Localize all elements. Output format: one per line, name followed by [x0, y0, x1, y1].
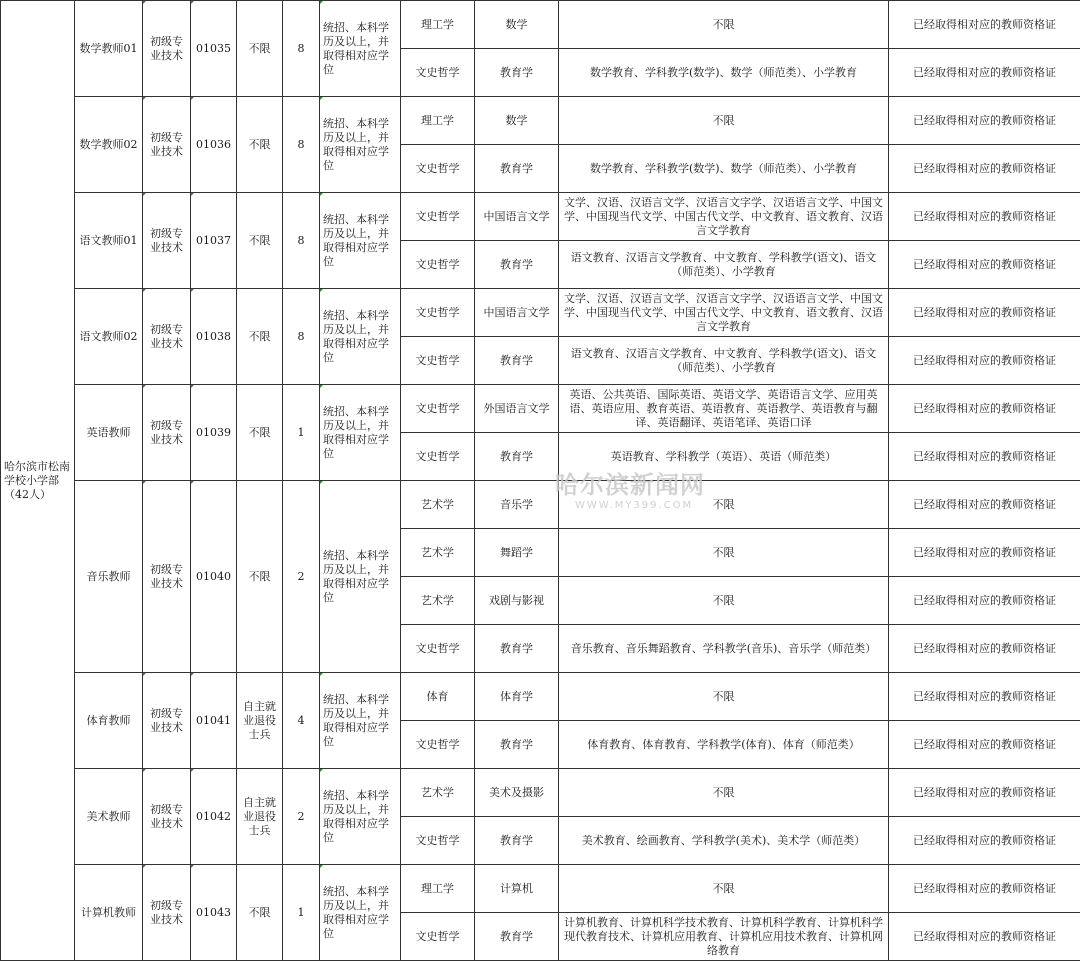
major-list-cell: 不限 [559, 481, 889, 529]
education-requirement-cell: 统招、本科学历及以上，并取得相对应学位 [320, 97, 401, 193]
position-level-cell: 初级专业技术 [143, 673, 191, 769]
headcount-cell: 2 [283, 769, 320, 865]
discipline-category-cell: 文史哲学 [401, 817, 475, 865]
position-code-cell: 01043 [191, 865, 237, 961]
position-name-cell: 语文教师01 [75, 193, 143, 289]
discipline-category-cell: 艺术学 [401, 481, 475, 529]
qualification-cell: 已经取得相对应的教师资格证 [889, 337, 1080, 385]
qualification-cell: 已经取得相对应的教师资格证 [889, 241, 1080, 289]
discipline-category-cell: 理工学 [401, 97, 475, 145]
qualification-cell: 已经取得相对应的教师资格证 [889, 865, 1080, 913]
education-requirement-cell: 统招、本科学历及以上，并取得相对应学位 [320, 1, 401, 97]
subject-cell: 外国语言文学 [475, 385, 559, 433]
discipline-category-cell: 文史哲学 [401, 241, 475, 289]
subject-cell: 美术及摄影 [475, 769, 559, 817]
applicant-condition-cell: 不限 [237, 385, 283, 481]
major-list-cell: 不限 [559, 577, 889, 625]
qualification-cell: 已经取得相对应的教师资格证 [889, 625, 1080, 673]
major-list-cell: 数学教育、学科教学(数学)、数学（师范类）、小学教育 [559, 145, 889, 193]
qualification-cell: 已经取得相对应的教师资格证 [889, 1, 1080, 49]
position-level-cell: 初级专业技术 [143, 481, 191, 673]
discipline-category-cell: 理工学 [401, 865, 475, 913]
applicant-condition-cell: 不限 [237, 289, 283, 385]
table-row [1, 1, 1080, 49]
subject-cell: 数学 [475, 97, 559, 145]
applicant-condition-cell: 不限 [237, 481, 283, 673]
qualification-cell: 已经取得相对应的教师资格证 [889, 817, 1080, 865]
subject-cell: 中国语言文学 [475, 289, 559, 337]
position-name-cell: 计算机教师 [75, 865, 143, 961]
discipline-category-cell: 文史哲学 [401, 49, 475, 97]
position-name-cell: 英语教师 [75, 385, 143, 481]
position-level-cell: 初级专业技术 [143, 1, 191, 97]
position-name-cell: 美术教师 [75, 769, 143, 865]
position-code-cell: 01038 [191, 289, 237, 385]
applicant-condition-cell: 自主就业退役士兵 [237, 769, 283, 865]
major-list-cell: 不限 [559, 865, 889, 913]
major-list-cell: 文学、汉语、汉语言文学、汉语言文字学、汉语语言文学、中国文学、中国现当代文学、中国古代文学、中文教育、语文教育、汉语言文学教育 [559, 289, 889, 337]
position-level-cell: 初级专业技术 [143, 865, 191, 961]
table-row [1, 97, 1080, 145]
table-row [1, 193, 1080, 241]
discipline-category-cell: 文史哲学 [401, 337, 475, 385]
qualification-cell: 已经取得相对应的教师资格证 [889, 481, 1080, 529]
applicant-condition-cell: 不限 [237, 193, 283, 289]
qualification-cell: 已经取得相对应的教师资格证 [889, 49, 1080, 97]
subject-cell: 教育学 [475, 433, 559, 481]
position-name-cell: 数学教师02 [75, 97, 143, 193]
qualification-cell: 已经取得相对应的教师资格证 [889, 673, 1080, 721]
subject-cell: 教育学 [475, 241, 559, 289]
qualification-cell: 已经取得相对应的教师资格证 [889, 577, 1080, 625]
subject-cell: 中国语言文学 [475, 193, 559, 241]
position-code-cell: 01035 [191, 1, 237, 97]
subject-cell: 舞蹈学 [475, 529, 559, 577]
discipline-category-cell: 艺术学 [401, 577, 475, 625]
major-list-cell: 英语、公共英语、国际英语、英语文学、英语语言文学、应用英语、英语应用、教育英语、英语教育、英语教学、英语教育与翻译、英语翻译、英语笔译、英语口译 [559, 385, 889, 433]
discipline-category-cell: 体育 [401, 673, 475, 721]
qualification-cell: 已经取得相对应的教师资格证 [889, 289, 1080, 337]
major-list-cell: 不限 [559, 97, 889, 145]
subject-cell: 计算机 [475, 865, 559, 913]
position-name-cell: 语文教师02 [75, 289, 143, 385]
position-level-cell: 初级专业技术 [143, 385, 191, 481]
discipline-category-cell: 文史哲学 [401, 433, 475, 481]
discipline-category-cell: 艺术学 [401, 529, 475, 577]
position-level-cell: 初级专业技术 [143, 769, 191, 865]
major-list-cell: 不限 [559, 673, 889, 721]
headcount-cell: 8 [283, 97, 320, 193]
table-row [1, 865, 1080, 913]
subject-cell: 体育学 [475, 673, 559, 721]
applicant-condition-cell: 不限 [237, 97, 283, 193]
major-list-cell: 不限 [559, 1, 889, 49]
headcount-cell: 4 [283, 673, 320, 769]
major-list-cell: 不限 [559, 529, 889, 577]
major-list-cell: 音乐教育、音乐舞蹈教育、学科教学(音乐)、音乐学（师范类） [559, 625, 889, 673]
qualification-cell: 已经取得相对应的教师资格证 [889, 145, 1080, 193]
subject-cell: 教育学 [475, 721, 559, 769]
major-list-cell: 数学教育、学科教学(数学)、数学（师范类）、小学教育 [559, 49, 889, 97]
table-row [1, 769, 1080, 817]
major-list-cell: 体育教育、体育教育、学科教学(体育)、体育（师范类） [559, 721, 889, 769]
position-code-cell: 01036 [191, 97, 237, 193]
headcount-cell: 8 [283, 193, 320, 289]
headcount-cell: 8 [283, 289, 320, 385]
watermark-url: WWW.MY399.COM [575, 500, 694, 511]
position-code-cell: 01042 [191, 769, 237, 865]
table-row [1, 673, 1080, 721]
subject-cell: 音乐学 [475, 481, 559, 529]
applicant-condition-cell: 不限 [237, 865, 283, 961]
subject-cell: 教育学 [475, 625, 559, 673]
major-list-cell: 不限 [559, 769, 889, 817]
applicant-condition-cell: 不限 [237, 1, 283, 97]
major-list-cell: 语文教育、汉语言文学教育、中文教育、学科教学(语文)、语文（师范类）、小学教育 [559, 241, 889, 289]
headcount-cell: 1 [283, 865, 320, 961]
table-row [1, 481, 1080, 529]
position-name-cell: 体育教师 [75, 673, 143, 769]
discipline-category-cell: 文史哲学 [401, 625, 475, 673]
qualification-cell: 已经取得相对应的教师资格证 [889, 97, 1080, 145]
headcount-cell: 2 [283, 481, 320, 673]
education-requirement-cell: 统招、本科学历及以上，并取得相对应学位 [320, 769, 401, 865]
subject-cell: 教育学 [475, 49, 559, 97]
position-level-cell: 初级专业技术 [143, 289, 191, 385]
qualification-cell: 已经取得相对应的教师资格证 [889, 385, 1080, 433]
education-requirement-cell: 统招、本科学历及以上，并取得相对应学位 [320, 193, 401, 289]
qualification-cell: 已经取得相对应的教师资格证 [889, 529, 1080, 577]
major-list-cell: 计算机教育、计算机科学技术教育、计算机科学教育、计算机科学现代教育技术、计算机应用教育、计算机应用技术教育、计算机网络教育 [559, 913, 889, 961]
qualification-cell: 已经取得相对应的教师资格证 [889, 433, 1080, 481]
applicant-condition-cell: 自主就业退役士兵 [237, 673, 283, 769]
discipline-category-cell: 理工学 [401, 1, 475, 49]
position-name-cell: 音乐教师 [75, 481, 143, 673]
position-name-cell: 数学教师01 [75, 1, 143, 97]
education-requirement-cell: 统招、本科学历及以上，并取得相对应学位 [320, 673, 401, 769]
major-list-cell: 英语教育、学科教学（英语）、英语（师范类） [559, 433, 889, 481]
position-code-cell: 01037 [191, 193, 237, 289]
discipline-category-cell: 文史哲学 [401, 385, 475, 433]
subject-cell: 教育学 [475, 913, 559, 961]
subject-cell: 教育学 [475, 817, 559, 865]
headcount-cell: 8 [283, 1, 320, 97]
discipline-category-cell: 文史哲学 [401, 913, 475, 961]
position-code-cell: 01040 [191, 481, 237, 673]
position-level-cell: 初级专业技术 [143, 97, 191, 193]
table-row [1, 289, 1080, 337]
qualification-cell: 已经取得相对应的教师资格证 [889, 193, 1080, 241]
discipline-category-cell: 文史哲学 [401, 289, 475, 337]
qualification-cell: 已经取得相对应的教师资格证 [889, 721, 1080, 769]
position-level-cell: 初级专业技术 [143, 193, 191, 289]
recruiting-unit-cell: 哈尔滨市松南学校小学部（42人） [1, 1, 75, 961]
subject-cell: 教育学 [475, 337, 559, 385]
subject-cell: 教育学 [475, 145, 559, 193]
position-code-cell: 01041 [191, 673, 237, 769]
education-requirement-cell: 统招、本科学历及以上，并取得相对应学位 [320, 481, 401, 673]
discipline-category-cell: 艺术学 [401, 769, 475, 817]
subject-cell: 戏剧与影视 [475, 577, 559, 625]
discipline-category-cell: 文史哲学 [401, 193, 475, 241]
subject-cell: 数学 [475, 1, 559, 49]
watermark-logo-text: 哈尔滨新闻网 [555, 471, 705, 499]
qualification-cell: 已经取得相对应的教师资格证 [889, 913, 1080, 961]
qualification-cell: 已经取得相对应的教师资格证 [889, 769, 1080, 817]
major-list-cell: 文学、汉语、汉语言文学、汉语言文字学、汉语语言文学、中国文学、中国现当代文学、中国古代文学、中文教育、语文教育、汉语言文学教育 [559, 193, 889, 241]
position-code-cell: 01039 [191, 385, 237, 481]
major-list-cell: 美术教育、绘画教育、学科教学(美术)、美术学（师范类） [559, 817, 889, 865]
discipline-category-cell: 文史哲学 [401, 721, 475, 769]
education-requirement-cell: 统招、本科学历及以上，并取得相对应学位 [320, 385, 401, 481]
education-requirement-cell: 统招、本科学历及以上，并取得相对应学位 [320, 865, 401, 961]
major-list-cell: 语文教育、汉语言文学教育、中文教育、学科教学(语文)、语文（师范类）、小学教育 [559, 337, 889, 385]
discipline-category-cell: 文史哲学 [401, 145, 475, 193]
table-row [1, 385, 1080, 433]
table-body [1, 1, 1080, 961]
headcount-cell: 1 [283, 385, 320, 481]
education-requirement-cell: 统招、本科学历及以上，并取得相对应学位 [320, 289, 401, 385]
